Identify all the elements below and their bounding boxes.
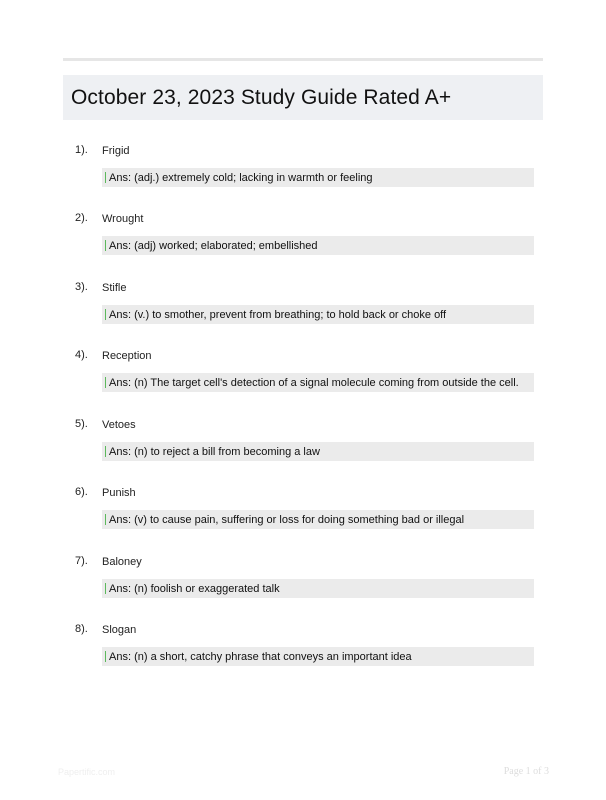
question-item bbox=[0, 349, 606, 417]
answer-box: Ans: (n) to reject a bill from becoming a law bbox=[102, 442, 534, 461]
question-item bbox=[0, 555, 606, 623]
question-number: 3). bbox=[75, 281, 88, 293]
question-term: Slogan bbox=[102, 624, 137, 636]
question-item bbox=[0, 418, 606, 486]
question-term: Baloney bbox=[102, 556, 142, 568]
question-number: 4). bbox=[75, 349, 88, 361]
title-banner bbox=[63, 75, 543, 120]
answer-box: Ans: (v.) to smother, prevent from breathing; to hold back or choke off bbox=[102, 305, 534, 324]
question-term: Punish bbox=[102, 487, 136, 499]
answer-box: Ans: (v) to cause pain, suffering or loss for doing something bad or illegal bbox=[102, 510, 534, 529]
answer-box: Ans: (adj) worked; elaborated; embellished bbox=[102, 236, 534, 255]
question-term: Reception bbox=[102, 350, 152, 362]
question-number: 2). bbox=[75, 212, 88, 224]
question-number: 8). bbox=[75, 623, 88, 635]
question-item bbox=[0, 623, 606, 691]
top-divider bbox=[63, 58, 543, 61]
question-item bbox=[0, 212, 606, 280]
question-term: Frigid bbox=[102, 145, 130, 157]
answer-box: Ans: (n) a short, catchy phrase that conveys an important idea bbox=[102, 647, 534, 666]
question-number: 1). bbox=[75, 144, 88, 156]
answer-box: Ans: (n) foolish or exaggerated talk bbox=[102, 579, 534, 598]
page-title: October 23, 2023 Study Guide Rated A+ bbox=[71, 85, 452, 109]
answer-box: Ans: (n) The target cell's detection of a signal molecule coming from outside the cell. bbox=[102, 373, 534, 392]
answer-box: Ans: (adj.) extremely cold; lacking in warmth or feeling bbox=[102, 168, 534, 187]
question-term: Stifle bbox=[102, 282, 127, 294]
question-item bbox=[0, 281, 606, 349]
page-number: Page 1 of 3 bbox=[503, 766, 549, 777]
question-number: 7). bbox=[75, 555, 88, 567]
question-term: Vetoes bbox=[102, 419, 136, 431]
question-number: 5). bbox=[75, 418, 88, 430]
question-item bbox=[0, 486, 606, 554]
question-term: Wrought bbox=[102, 213, 144, 225]
question-item bbox=[0, 144, 606, 212]
footer-watermark: Papertific.com bbox=[58, 767, 116, 777]
question-number: 6). bbox=[75, 486, 88, 498]
